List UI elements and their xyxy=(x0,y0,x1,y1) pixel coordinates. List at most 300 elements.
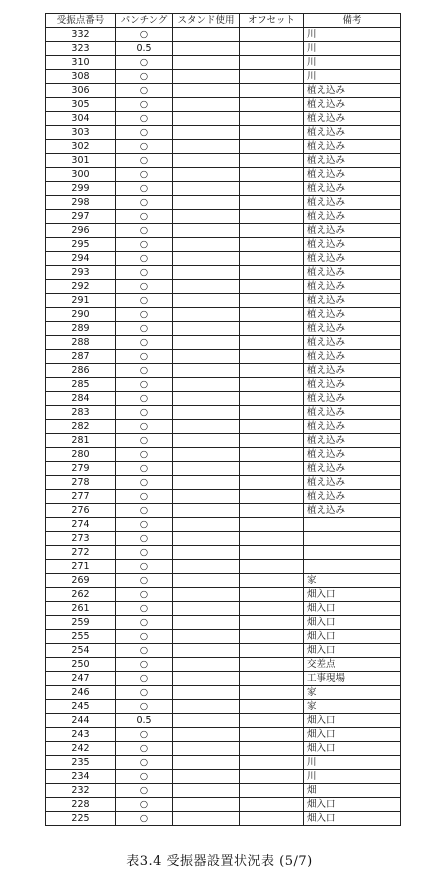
remarks-cell: 植え込み xyxy=(304,336,401,350)
remarks-cell: 植え込み xyxy=(304,504,401,518)
stand-use-cell xyxy=(173,616,240,630)
offset-cell xyxy=(240,350,304,364)
table-row xyxy=(46,756,401,770)
stand-use-cell xyxy=(173,70,240,84)
remarks-cell: 畑入口 xyxy=(304,714,401,728)
table-row xyxy=(46,238,401,252)
punching-cell: ○ xyxy=(116,518,173,532)
table-row xyxy=(46,770,401,784)
remarks-cell: 植え込み xyxy=(304,210,401,224)
stand-use-cell xyxy=(173,658,240,672)
table-row xyxy=(46,126,401,140)
table-row xyxy=(46,140,401,154)
remarks-cell: 畑入口 xyxy=(304,588,401,602)
stand-use-cell xyxy=(173,196,240,210)
punching-cell: ○ xyxy=(116,112,173,126)
table-row xyxy=(46,112,401,126)
table-row xyxy=(46,644,401,658)
receiver-point-number-cell: 323 xyxy=(46,42,116,56)
punching-cell: ○ xyxy=(116,504,173,518)
remarks-cell: 植え込み xyxy=(304,126,401,140)
receiver-point-number-cell: 303 xyxy=(46,126,116,140)
table-row xyxy=(46,406,401,420)
header-punching: パンチング xyxy=(116,14,173,28)
stand-use-cell xyxy=(173,182,240,196)
table-row xyxy=(46,504,401,518)
remarks-cell: 植え込み xyxy=(304,434,401,448)
stand-use-cell xyxy=(173,798,240,812)
header-remarks: 備考 xyxy=(304,14,401,28)
receiver-point-number-cell: 299 xyxy=(46,182,116,196)
receiver-point-number-cell: 261 xyxy=(46,602,116,616)
offset-cell xyxy=(240,742,304,756)
receiver-point-number-cell: 288 xyxy=(46,336,116,350)
receiver-point-number-cell: 301 xyxy=(46,154,116,168)
remarks-cell: 畑 xyxy=(304,784,401,798)
table-row xyxy=(46,700,401,714)
stand-use-cell xyxy=(173,168,240,182)
punching-cell: ○ xyxy=(116,700,173,714)
punching-cell: ○ xyxy=(116,322,173,336)
remarks-cell: 植え込み xyxy=(304,294,401,308)
stand-use-cell xyxy=(173,560,240,574)
table-row xyxy=(46,420,401,434)
stand-use-cell xyxy=(173,742,240,756)
offset-cell xyxy=(240,644,304,658)
receiver-point-number-cell: 284 xyxy=(46,392,116,406)
receiver-installation-table xyxy=(45,13,401,826)
table-row xyxy=(46,518,401,532)
stand-use-cell xyxy=(173,98,240,112)
remarks-cell: 畑入口 xyxy=(304,630,401,644)
receiver-point-number-cell: 297 xyxy=(46,210,116,224)
remarks-cell: 植え込み xyxy=(304,238,401,252)
receiver-point-number-cell: 235 xyxy=(46,756,116,770)
stand-use-cell xyxy=(173,476,240,490)
table-row xyxy=(46,588,401,602)
remarks-cell: 川 xyxy=(304,756,401,770)
offset-cell xyxy=(240,812,304,826)
offset-cell xyxy=(240,756,304,770)
table-row xyxy=(46,252,401,266)
table-row xyxy=(46,630,401,644)
stand-use-cell xyxy=(173,770,240,784)
remarks-cell: 植え込み xyxy=(304,266,401,280)
receiver-point-number-cell: 308 xyxy=(46,70,116,84)
receiver-point-number-cell: 259 xyxy=(46,616,116,630)
punching-cell: ○ xyxy=(116,364,173,378)
table-row xyxy=(46,616,401,630)
receiver-point-number-cell: 280 xyxy=(46,448,116,462)
offset-cell xyxy=(240,532,304,546)
offset-cell xyxy=(240,546,304,560)
remarks-cell: 植え込み xyxy=(304,308,401,322)
stand-use-cell xyxy=(173,210,240,224)
table-row xyxy=(46,784,401,798)
offset-cell xyxy=(240,714,304,728)
table-row xyxy=(46,70,401,84)
table-row xyxy=(46,742,401,756)
offset-cell xyxy=(240,700,304,714)
stand-use-cell xyxy=(173,490,240,504)
punching-cell: ○ xyxy=(116,98,173,112)
receiver-point-number-cell: 262 xyxy=(46,588,116,602)
stand-use-cell xyxy=(173,140,240,154)
stand-use-cell xyxy=(173,28,240,42)
receiver-point-number-cell: 255 xyxy=(46,630,116,644)
offset-cell xyxy=(240,406,304,420)
stand-use-cell xyxy=(173,784,240,798)
stand-use-cell xyxy=(173,434,240,448)
receiver-point-number-cell: 278 xyxy=(46,476,116,490)
table-row xyxy=(46,462,401,476)
table-row xyxy=(46,182,401,196)
receiver-point-number-cell: 269 xyxy=(46,574,116,588)
table-row xyxy=(46,812,401,826)
offset-cell xyxy=(240,476,304,490)
offset-cell xyxy=(240,364,304,378)
stand-use-cell xyxy=(173,336,240,350)
remarks-cell: 川 xyxy=(304,42,401,56)
remarks-cell: 畑入口 xyxy=(304,616,401,630)
receiver-point-number-cell: 271 xyxy=(46,560,116,574)
offset-cell xyxy=(240,98,304,112)
receiver-point-number-cell: 273 xyxy=(46,532,116,546)
table-row xyxy=(46,154,401,168)
punching-cell: ○ xyxy=(116,280,173,294)
receiver-point-number-cell: 234 xyxy=(46,770,116,784)
stand-use-cell xyxy=(173,630,240,644)
remarks-cell: 植え込み xyxy=(304,168,401,182)
remarks-cell: 植え込み xyxy=(304,392,401,406)
punching-cell: ○ xyxy=(116,448,173,462)
punching-cell: ○ xyxy=(116,294,173,308)
receiver-point-number-cell: 277 xyxy=(46,490,116,504)
receiver-point-number-cell: 250 xyxy=(46,658,116,672)
remarks-cell: 畑入口 xyxy=(304,602,401,616)
punching-cell: ○ xyxy=(116,602,173,616)
table-row xyxy=(46,378,401,392)
remarks-cell: 工事現場 xyxy=(304,672,401,686)
remarks-cell: 川 xyxy=(304,28,401,42)
punching-cell: ○ xyxy=(116,266,173,280)
remarks-cell: 植え込み xyxy=(304,350,401,364)
stand-use-cell xyxy=(173,350,240,364)
offset-cell xyxy=(240,336,304,350)
punching-cell: ○ xyxy=(116,168,173,182)
punching-cell: ○ xyxy=(116,560,173,574)
stand-use-cell xyxy=(173,518,240,532)
header-offset: オフセット xyxy=(240,14,304,28)
punching-cell: ○ xyxy=(116,798,173,812)
table-row xyxy=(46,98,401,112)
offset-cell xyxy=(240,56,304,70)
remarks-cell: 交差点 xyxy=(304,658,401,672)
offset-cell xyxy=(240,728,304,742)
punching-cell: ○ xyxy=(116,378,173,392)
table-row xyxy=(46,42,401,56)
offset-cell xyxy=(240,308,304,322)
stand-use-cell xyxy=(173,308,240,322)
table-row xyxy=(46,350,401,364)
offset-cell xyxy=(240,154,304,168)
punching-cell: ○ xyxy=(116,420,173,434)
offset-cell xyxy=(240,168,304,182)
table-row xyxy=(46,280,401,294)
receiver-point-number-cell: 306 xyxy=(46,84,116,98)
receiver-point-number-cell: 296 xyxy=(46,224,116,238)
offset-cell xyxy=(240,266,304,280)
remarks-cell: 畑入口 xyxy=(304,812,401,826)
table-row xyxy=(46,658,401,672)
offset-cell xyxy=(240,588,304,602)
offset-cell xyxy=(240,140,304,154)
remarks-cell: 植え込み xyxy=(304,196,401,210)
punching-cell: ○ xyxy=(116,616,173,630)
offset-cell xyxy=(240,798,304,812)
receiver-point-number-cell: 281 xyxy=(46,434,116,448)
stand-use-cell xyxy=(173,756,240,770)
receiver-point-number-cell: 254 xyxy=(46,644,116,658)
receiver-point-number-cell: 293 xyxy=(46,266,116,280)
receiver-point-number-cell: 287 xyxy=(46,350,116,364)
remarks-cell xyxy=(304,518,401,532)
offset-cell xyxy=(240,658,304,672)
table-row xyxy=(46,266,401,280)
offset-cell xyxy=(240,784,304,798)
stand-use-cell xyxy=(173,644,240,658)
stand-use-cell xyxy=(173,126,240,140)
punching-cell: ○ xyxy=(116,84,173,98)
punching-cell: ○ xyxy=(116,224,173,238)
remarks-cell: 畑入口 xyxy=(304,742,401,756)
stand-use-cell xyxy=(173,392,240,406)
offset-cell xyxy=(240,770,304,784)
stand-use-cell xyxy=(173,686,240,700)
table-row xyxy=(46,196,401,210)
offset-cell xyxy=(240,420,304,434)
receiver-point-number-cell: 244 xyxy=(46,714,116,728)
receiver-point-number-cell: 292 xyxy=(46,280,116,294)
punching-cell: ○ xyxy=(116,672,173,686)
punching-cell: ○ xyxy=(116,784,173,798)
table-row xyxy=(46,476,401,490)
stand-use-cell xyxy=(173,252,240,266)
receiver-point-number-cell: 247 xyxy=(46,672,116,686)
stand-use-cell xyxy=(173,154,240,168)
receiver-point-number-cell: 282 xyxy=(46,420,116,434)
receiver-point-number-cell: 290 xyxy=(46,308,116,322)
receiver-point-number-cell: 285 xyxy=(46,378,116,392)
offset-cell xyxy=(240,504,304,518)
stand-use-cell xyxy=(173,238,240,252)
offset-cell xyxy=(240,462,304,476)
receiver-point-number-cell: 246 xyxy=(46,686,116,700)
receiver-point-number-cell: 272 xyxy=(46,546,116,560)
punching-cell: ○ xyxy=(116,644,173,658)
punching-cell: ○ xyxy=(116,28,173,42)
table-row xyxy=(46,84,401,98)
offset-cell xyxy=(240,686,304,700)
offset-cell xyxy=(240,672,304,686)
stand-use-cell xyxy=(173,280,240,294)
punching-cell: ○ xyxy=(116,770,173,784)
offset-cell xyxy=(240,238,304,252)
table-row xyxy=(46,546,401,560)
offset-cell xyxy=(240,84,304,98)
offset-cell xyxy=(240,434,304,448)
offset-cell xyxy=(240,182,304,196)
offset-cell xyxy=(240,196,304,210)
table-row xyxy=(46,224,401,238)
punching-cell: ○ xyxy=(116,686,173,700)
receiver-point-number-cell: 225 xyxy=(46,812,116,826)
stand-use-cell xyxy=(173,462,240,476)
receiver-point-number-cell: 242 xyxy=(46,742,116,756)
punching-cell: ○ xyxy=(116,728,173,742)
punching-cell: ○ xyxy=(116,588,173,602)
stand-use-cell xyxy=(173,56,240,70)
receiver-point-number-cell: 228 xyxy=(46,798,116,812)
remarks-cell: 植え込み xyxy=(304,154,401,168)
table-body xyxy=(46,28,401,826)
remarks-cell: 植え込み xyxy=(304,420,401,434)
offset-cell xyxy=(240,602,304,616)
remarks-cell xyxy=(304,560,401,574)
punching-cell: ○ xyxy=(116,210,173,224)
offset-cell xyxy=(240,518,304,532)
table-header-row xyxy=(46,14,401,28)
table-row xyxy=(46,168,401,182)
table-row xyxy=(46,322,401,336)
stand-use-cell xyxy=(173,700,240,714)
receiver-point-number-cell: 286 xyxy=(46,364,116,378)
table-row xyxy=(46,714,401,728)
stand-use-cell xyxy=(173,504,240,518)
remarks-cell: 植え込み xyxy=(304,364,401,378)
punching-cell: ○ xyxy=(116,812,173,826)
remarks-cell: 植え込み xyxy=(304,280,401,294)
receiver-point-number-cell: 304 xyxy=(46,112,116,126)
receiver-point-number-cell: 232 xyxy=(46,784,116,798)
receiver-point-number-cell: 300 xyxy=(46,168,116,182)
receiver-point-number-cell: 305 xyxy=(46,98,116,112)
remarks-cell: 植え込み xyxy=(304,448,401,462)
table-row xyxy=(46,434,401,448)
punching-cell: ○ xyxy=(116,392,173,406)
stand-use-cell xyxy=(173,420,240,434)
table-row xyxy=(46,308,401,322)
receiver-point-number-cell: 295 xyxy=(46,238,116,252)
stand-use-cell xyxy=(173,546,240,560)
table-row xyxy=(46,560,401,574)
table-row xyxy=(46,532,401,546)
offset-cell xyxy=(240,70,304,84)
stand-use-cell xyxy=(173,42,240,56)
table-row xyxy=(46,574,401,588)
punching-cell: ○ xyxy=(116,126,173,140)
stand-use-cell xyxy=(173,448,240,462)
remarks-cell: 川 xyxy=(304,770,401,784)
offset-cell xyxy=(240,490,304,504)
offset-cell xyxy=(240,294,304,308)
punching-cell: ○ xyxy=(116,406,173,420)
receiver-point-number-cell: 245 xyxy=(46,700,116,714)
stand-use-cell xyxy=(173,378,240,392)
stand-use-cell xyxy=(173,224,240,238)
remarks-cell: 植え込み xyxy=(304,98,401,112)
offset-cell xyxy=(240,574,304,588)
table-row xyxy=(46,56,401,70)
stand-use-cell xyxy=(173,574,240,588)
remarks-cell: 植え込み xyxy=(304,84,401,98)
table-row xyxy=(46,686,401,700)
table-row xyxy=(46,728,401,742)
punching-cell: ○ xyxy=(116,546,173,560)
remarks-cell: 植え込み xyxy=(304,140,401,154)
table-row xyxy=(46,294,401,308)
stand-use-cell xyxy=(173,532,240,546)
offset-cell xyxy=(240,280,304,294)
punching-cell: ○ xyxy=(116,238,173,252)
remarks-cell: 植え込み xyxy=(304,112,401,126)
stand-use-cell xyxy=(173,728,240,742)
punching-cell: ○ xyxy=(116,574,173,588)
remarks-cell: 植え込み xyxy=(304,252,401,266)
receiver-point-number-cell: 243 xyxy=(46,728,116,742)
stand-use-cell xyxy=(173,406,240,420)
remarks-cell xyxy=(304,546,401,560)
stand-use-cell xyxy=(173,322,240,336)
stand-use-cell xyxy=(173,602,240,616)
remarks-cell: 植え込み xyxy=(304,490,401,504)
offset-cell xyxy=(240,560,304,574)
offset-cell xyxy=(240,210,304,224)
stand-use-cell xyxy=(173,364,240,378)
punching-cell: ○ xyxy=(116,434,173,448)
offset-cell xyxy=(240,392,304,406)
punching-cell: ○ xyxy=(116,742,173,756)
table-row xyxy=(46,210,401,224)
punching-cell: ○ xyxy=(116,756,173,770)
punching-cell: ○ xyxy=(116,56,173,70)
table-row xyxy=(46,602,401,616)
table-row xyxy=(46,798,401,812)
punching-cell: ○ xyxy=(116,196,173,210)
remarks-cell: 畑入口 xyxy=(304,644,401,658)
punching-cell: 0.5 xyxy=(116,714,173,728)
punching-cell: ○ xyxy=(116,140,173,154)
table-row xyxy=(46,336,401,350)
table-row xyxy=(46,364,401,378)
header-stand-use: スタンド使用 xyxy=(173,14,240,28)
stand-use-cell xyxy=(173,112,240,126)
stand-use-cell xyxy=(173,84,240,98)
remarks-cell: 畑入口 xyxy=(304,798,401,812)
table-caption: 表3.4 受振器設置状況表 (5/7) xyxy=(126,854,313,869)
offset-cell xyxy=(240,630,304,644)
punching-cell: ○ xyxy=(116,462,173,476)
remarks-cell: 川 xyxy=(304,56,401,70)
receiver-point-number-cell: 289 xyxy=(46,322,116,336)
remarks-cell: 植え込み xyxy=(304,224,401,238)
stand-use-cell xyxy=(173,714,240,728)
offset-cell xyxy=(240,322,304,336)
punching-cell: ○ xyxy=(116,308,173,322)
offset-cell xyxy=(240,42,304,56)
offset-cell xyxy=(240,28,304,42)
remarks-cell: 植え込み xyxy=(304,322,401,336)
